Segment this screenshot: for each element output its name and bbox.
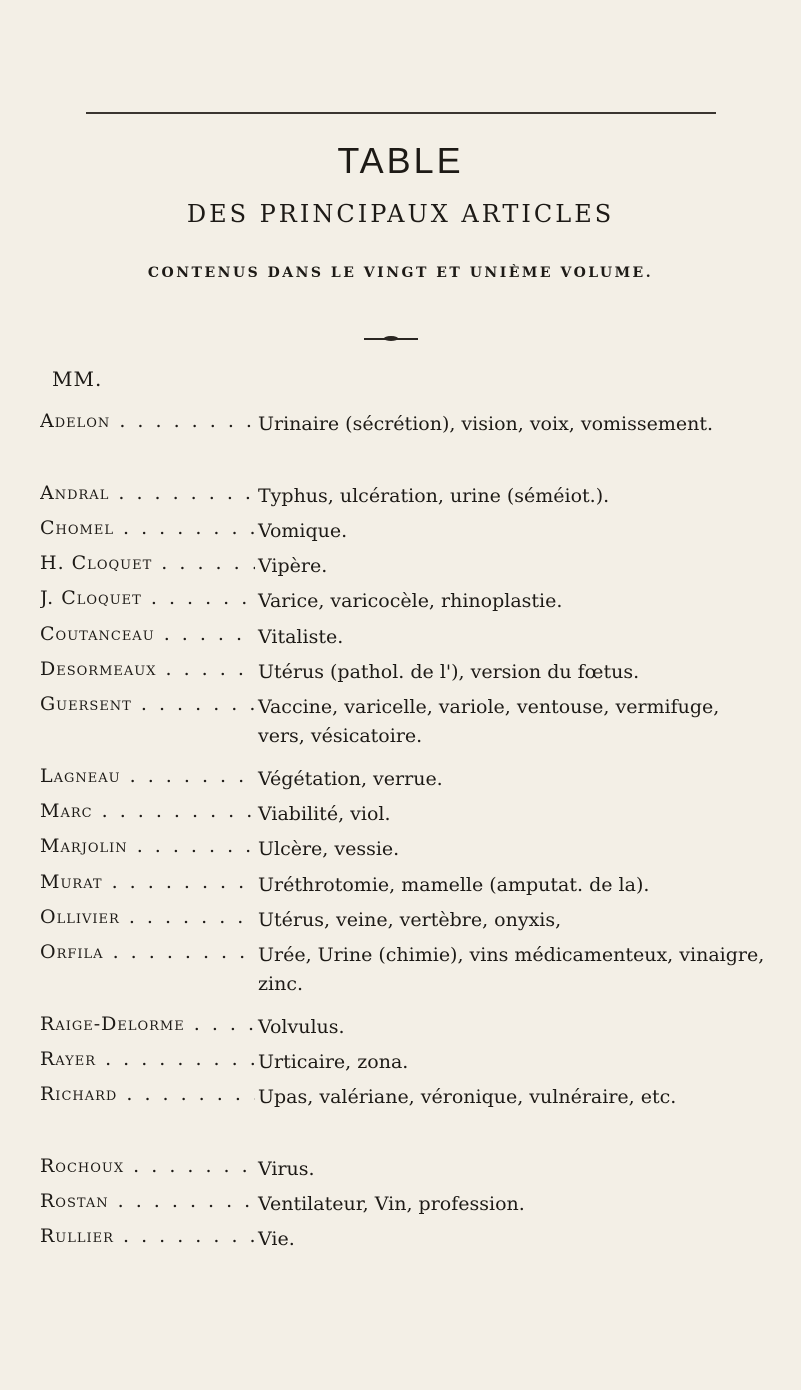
entry-desc: Vie.: [258, 1228, 295, 1250]
entry-name: Marc . . .: [40, 800, 255, 822]
entry-name: Murat . . .: [40, 871, 255, 893]
entry-desc: Virus.: [258, 1158, 315, 1180]
entry-desc: Végétation, verrue.: [258, 768, 443, 790]
entry-name: Lagneau . . .: [40, 765, 255, 787]
entry-name: Coutanceau . . .: [40, 623, 255, 645]
page-title: TABLE: [337, 140, 464, 181]
entry-name: Rochoux . . .: [40, 1155, 255, 1177]
entry-desc: Upas, valériane, véronique, vulnéraire, etc.: [258, 1086, 677, 1108]
entry-name: Adelon . . .: [40, 410, 255, 432]
entry-desc: Utérus, veine, vertèbre, onyxis,: [258, 909, 562, 931]
entry-name: Marjolin . . .: [40, 835, 255, 857]
entry-name: Desormeaux . . .: [40, 658, 255, 680]
page-subtitle-volume: CONTENUS DANS LE VINGT ET UNIÈME VOLUME.: [147, 265, 654, 281]
entry-desc: Viabilité, viol.: [258, 803, 391, 825]
entry-name: Guersent . . .: [40, 693, 255, 715]
entry-desc: Typhus, ulcération, urine (séméiot.).: [258, 485, 610, 507]
entry-name: Ollivier . . .: [40, 906, 255, 928]
mm-heading: MM.: [52, 367, 103, 391]
entry-desc: Varice, varicocèle, rhinoplastie.: [258, 590, 563, 612]
page-subtitle: DES PRINCIPAUX ARTICLES: [186, 200, 615, 228]
entry-name: Rullier . . .: [40, 1225, 255, 1247]
entry-desc: Volvulus.: [258, 1016, 345, 1038]
entry-desc: Uréthrotomie, mamelle (amputat. de la).: [258, 874, 650, 896]
entry-desc: Ventilateur, Vin, profession.: [258, 1193, 525, 1215]
entry-name: Chomel . . .: [40, 517, 255, 539]
entry-desc: Vitaliste.: [258, 626, 344, 648]
entry-name: H. Cloquet . . .: [40, 552, 255, 574]
entry-name: Richard . . .: [40, 1083, 255, 1105]
entry-desc: Ulcère, vessie.: [258, 838, 400, 860]
entry-desc: Vipère.: [258, 555, 328, 577]
entry-desc: Vaccine, varicelle, variole, ventouse, vermifuge, vers, vésicatoire.: [258, 696, 720, 747]
entry-name: Orfila . . .: [40, 941, 255, 963]
entry-name: Raige-Delorme . . .: [40, 1013, 255, 1035]
entry-name: Andral . . .: [40, 482, 255, 504]
entry-name: Rayer . . .: [40, 1048, 255, 1070]
entry-desc: Vomique.: [258, 520, 348, 542]
entry-desc: Urticaire, zona.: [258, 1051, 409, 1073]
entry-name: J. Cloquet . . .: [40, 587, 255, 609]
entry-desc: Utérus (pathol. de l'), version du fœtus.: [258, 661, 640, 683]
entry-desc: Urinaire (sécrétion), vision, voix, vomissement.: [258, 413, 714, 435]
entry-name: Rostan . . .: [40, 1190, 255, 1212]
entry-desc: Urée, Urine (chimie), vins médicamenteux, vinaigre, zinc.: [258, 944, 765, 995]
